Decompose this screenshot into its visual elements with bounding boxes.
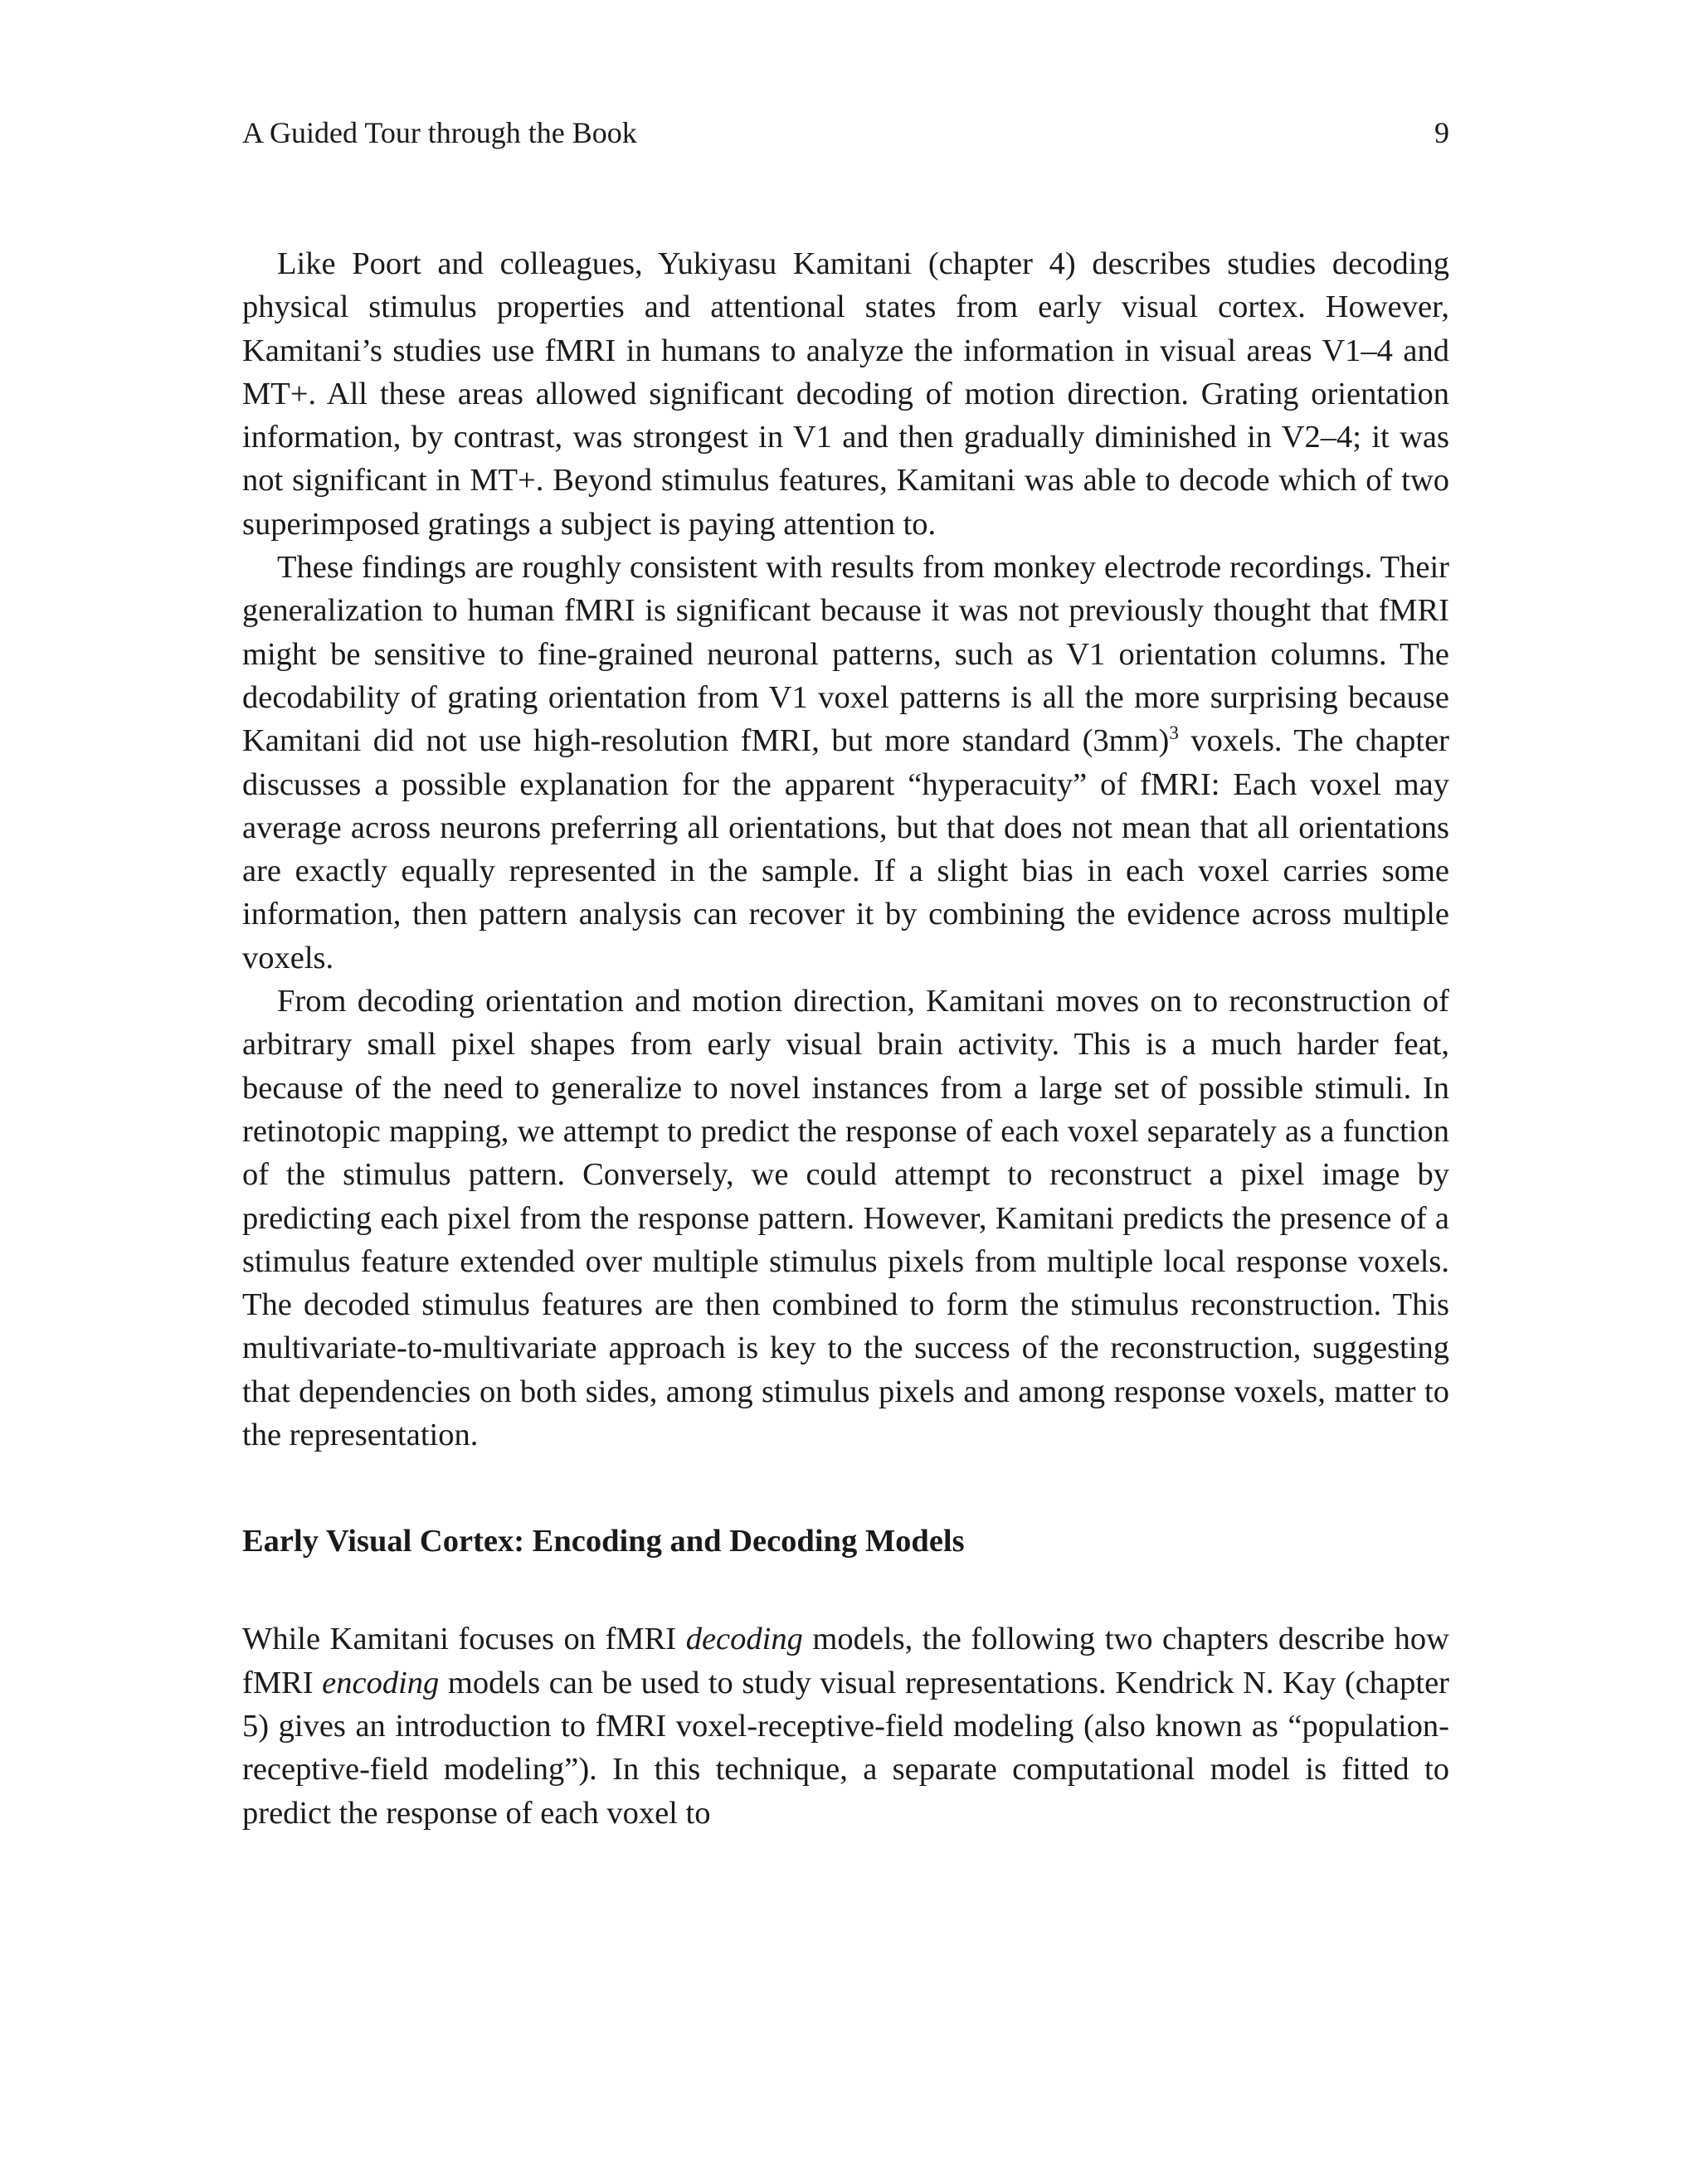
section-paragraph-part1: While Kamitani focuses on fMRI xyxy=(242,1622,686,1657)
section-paragraph-part3: models can be used to study visual representations. Kendrick N. Kay (chapter 5) gives an introduction to fMRI voxel-receptive-field modeling (also known as “population-receptive-field modeling”). In this technique, a separate computational model is fitted to predict the response of each voxel to xyxy=(242,1665,1449,1831)
emphasis-decoding: decoding xyxy=(685,1622,803,1657)
paragraph-2-text: These findings are roughly consistent with results from monkey electrode recordings. Their generalization to human fMRI is significant because it was not previously thought that fMRI might be sensitive to fine-grained neuronal patterns, such as V1 orientation columns. The decodability of grating orientation from V1 voxel patterns is all the more surprising because Kamitani did not use high-resolution fMRI, but more standard (3mm) xyxy=(242,550,1449,759)
emphasis-encoding: encoding xyxy=(322,1665,440,1700)
book-page xyxy=(242,108,1449,1835)
section-paragraph xyxy=(242,1617,1449,1834)
running-head-title: A Guided Tour through the Book xyxy=(242,116,637,149)
paragraph-1 xyxy=(242,242,1449,546)
page-number: 9 xyxy=(1434,116,1449,149)
running-head xyxy=(242,108,1449,158)
superscript-3: 3 xyxy=(1169,722,1179,744)
section-paragraph-part2: models, the following two chapters describe how fMRI xyxy=(242,1622,1449,1700)
paragraph-2 xyxy=(242,546,1449,980)
paragraph-3 xyxy=(242,980,1449,1457)
paragraph-1-text: Like Poort and colleagues, Yukiyasu Kamitani (chapter 4) describes studies decoding physical stimulus properties and attentional states from early visual cortex. However, Kamitani’s studies use fMRI in humans to analyze the information in visual areas V1–4 and MT+. All these areas allowed significant decoding of motion direction. Grating orientation information, by contrast, was strongest in V1 and then gradually diminished in V2–4; it was not significant in MT+. Beyond stimulus features, Kamitani was able to decode which of two superimposed gratings a subject is paying attention to. xyxy=(242,246,1449,542)
paragraph-2-text-after: voxels. The chapter discusses a possible explanation for the apparent “hyperacuity” of fMRI: Each voxel may average across neurons preferring all orientations, but that does not mean that all orientations are exactly equally represented in the sample. If a slight bias in each voxel carries some information, then pattern analysis can recover it by combining the evidence across multiple voxels. xyxy=(242,723,1449,975)
body-text xyxy=(242,242,1449,1835)
section-heading: Early Visual Cortex: Encoding and Decoding Models xyxy=(242,1524,965,1559)
paragraph-3-text: From decoding orientation and motion direction, Kamitani moves on to reconstruction of arbitrary small pixel shapes from early visual brain activity. This is a much harder feat, because of the need to generalize to novel instances from a large set of possible stimuli. In retinotopic mapping, we attempt to predict the response of each voxel separately as a function of the stimulus pattern. Conversely, we could attempt to reconstruct a pixel image by predicting each pixel from the response pattern. However, Kamitani predicts the presence of a stimulus feature extended over multiple stimulus pixels from multiple local response voxels. The decoded stimulus features are then combined to form the stimulus reconstruction. This multivariate-to-multivariate approach is key to the success of the reconstruction, suggesting that dependencies on both sides, among stimulus pixels and among response voxels, matter to the representation. xyxy=(242,984,1449,1453)
